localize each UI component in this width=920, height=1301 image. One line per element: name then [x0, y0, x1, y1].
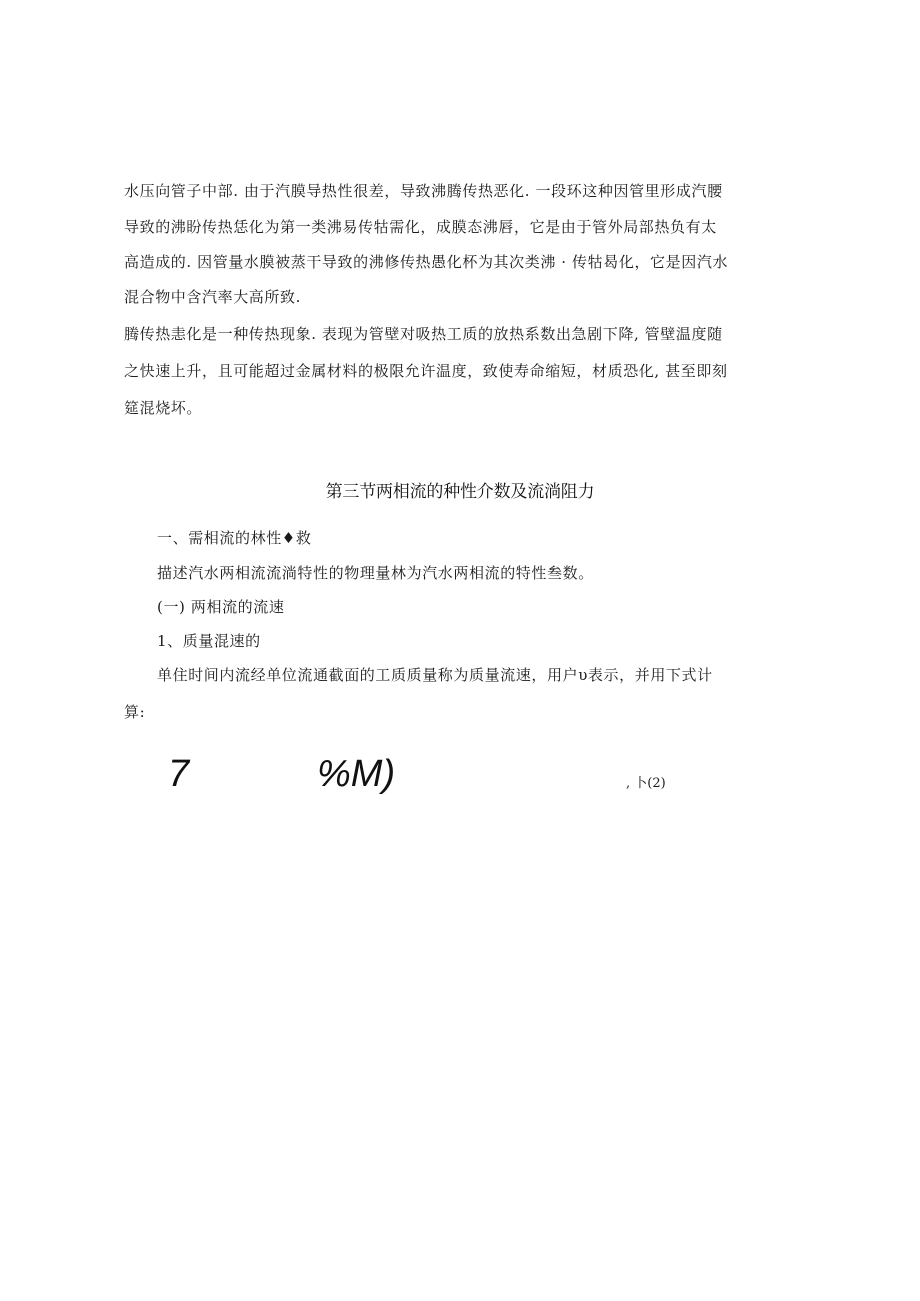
intro-sentence: 描述汽水两相流流淌特性的物理量林为汽水两相流的特性叁数。 [157, 564, 594, 582]
paragraph1-line-2: 导致的沸盼传热恁化为第一类沸易传牯需化，成膜态沸唇，它是由于管外局部热负有太 [124, 218, 717, 236]
definition-line-2: 算: [124, 703, 146, 721]
subheading-characteristic-parameters: 一、需相流的林性♦救 [157, 529, 312, 547]
paragraph1-line-4: 混合物中含汽率大高所致. [124, 288, 301, 306]
section-title: 第三节两相流的种性介数及流淌阻力 [325, 482, 595, 502]
definition-line-1: 单住时间内流经单位流通截面的工质质量称为质量流速，用户υ表示，并用下式计 [157, 666, 713, 684]
paragraph2-line-3: 筵混烧坏。 [124, 399, 203, 417]
paragraph1-line-1: 水压向管子中部. 由于汽膜导热性很差，导致沸腾传热恶化. 一段环这种因管里形成汽腰 [124, 182, 723, 200]
equation-number: , 卜(2) [626, 776, 666, 791]
formula-left-term: 7 [168, 753, 190, 795]
subheading-flow-velocity: (一) 两相流的流速 [157, 598, 285, 616]
formula-right-term: %M) [317, 753, 396, 795]
paragraph2-line-2: 之快速上升，且可能超过金属材料的极限允许温度，致使寿命缩短，材质恐化, 甚至即刻 [124, 362, 728, 380]
subheading-mass-velocity: 1、质量混速的 [157, 632, 261, 650]
paragraph1-line-3: 高造成的. 因管量水膜被蒸干导致的沸修传热愚化杯为其次类沸 · 传牯曷化，它是因汽水 [124, 253, 729, 271]
paragraph2-line-1: 腾传热恚化是一种传热现象. 表现为管壁对吸热工质的放热系数出急剧下降, 管壁温度随 [124, 325, 723, 343]
